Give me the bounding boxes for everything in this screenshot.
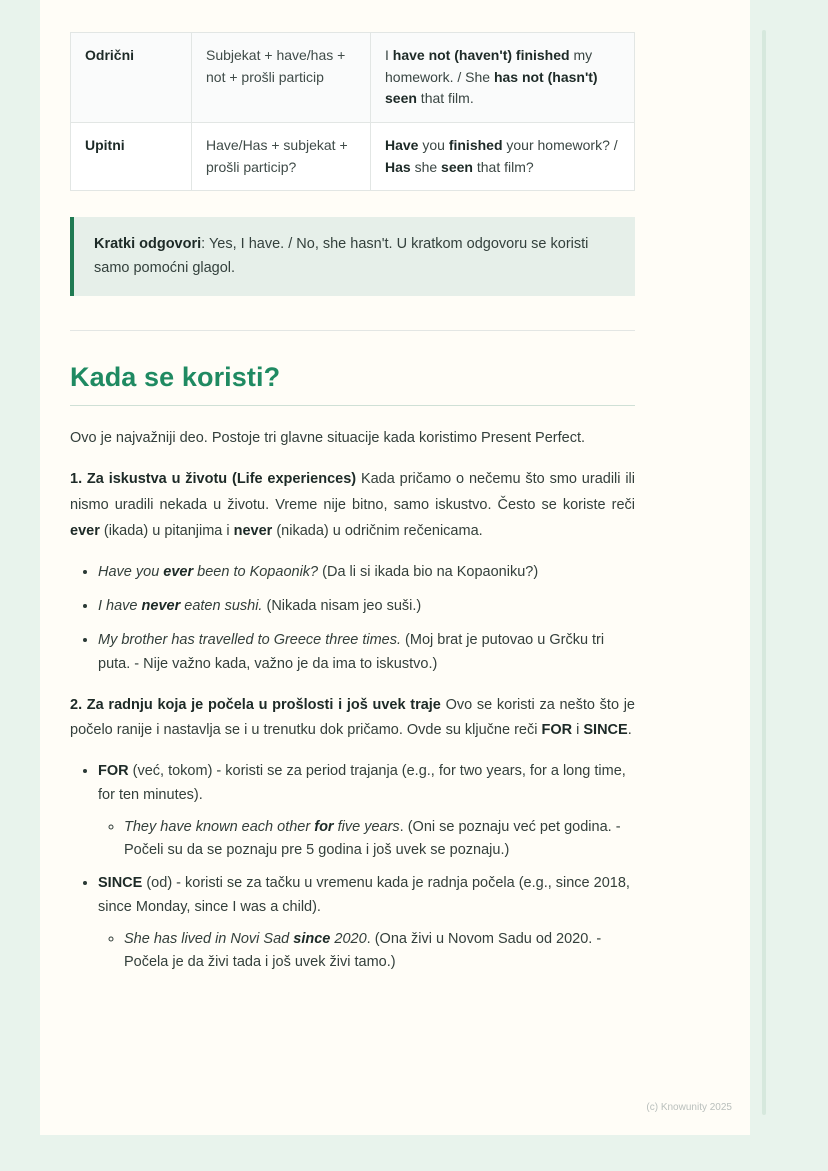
list-item-main: FOR (već, tokom) - koristi se za period trajanja (e.g., for two years, for a long time, for ten minutes).	[98, 763, 626, 804]
callout-text: Kratki odgovori: Yes, I have. / No, she hasn't. U kratkom odgovoru se koristi samo pomoćni glagol.	[94, 236, 589, 276]
page-title: Kada se koristi?	[70, 361, 281, 392]
point-2-paragraph: 2. Za radnju koja je počela u prošlosti i još uvek traje Ovo se koristi za nešto što je počelo ranije i nastavlja se i u trenutku dok pričamo. Ovde su ključne reči FOR i SINCE.	[70, 696, 635, 739]
copyright-notice: (c) Knowunity 2025	[646, 1102, 732, 1113]
table-cell-type: Odrični	[71, 33, 192, 123]
sub-list-item: ◦ She has lived in Novi Sad since 2020. (Ona živi u Novom Sadu od 2020. - Počela je da živi tada i još uvek živi tamo.)	[124, 928, 635, 974]
table-row	[71, 33, 635, 123]
table-cell-example: Have you finished your homework? / Has she seen that film?	[371, 123, 635, 191]
list-item: • My brother has travelled to Greece three times. (Moj brat je putovao u Grčku tri puta. - Nije važno kada, važno je da ima to iskustvo.)	[98, 629, 635, 677]
table-cell-form: Have/Has + subjekat + prošli particip?	[192, 123, 371, 191]
intro-paragraph: Ovo je najvažniji deo. Postoje tri glavne situacije kada koristimo Present Perfect.	[70, 429, 585, 446]
table-row	[71, 123, 635, 191]
list-item	[98, 760, 635, 862]
short-answers-callout	[70, 217, 635, 295]
point-2-example-list	[70, 760, 635, 974]
point-1-example-list	[70, 561, 635, 677]
table-cell-example: I have not (haven't) finished my homework. / She has not (hasn't) seen that film.	[371, 33, 635, 123]
grammar-table	[70, 32, 635, 191]
scrollbar[interactable]	[762, 30, 766, 1115]
table-cell-form: Subjekat + have/has + not + prošli particip	[192, 33, 371, 123]
section-divider	[70, 330, 635, 331]
table-cell-type: Upitni	[71, 123, 192, 191]
sub-list	[98, 928, 635, 974]
document-page	[40, 0, 750, 1135]
sub-list	[98, 816, 635, 862]
sub-list-item: ◦ They have known each other for five years. (Oni se poznaju već pet godina. - Počeli su da se poznaju pre 5 godina i još uvek se poznaju.)	[124, 816, 635, 862]
document-content	[70, 0, 635, 991]
list-item-main: SINCE (od) - koristi se za tačku u vremenu kada je radnja počela (e.g., since 2018, since Monday, since I was a child).	[98, 875, 630, 916]
title-underline	[70, 405, 635, 406]
list-item: • I have never eaten sushi. (Nikada nisam jeo suši.)	[98, 595, 635, 619]
point-1-paragraph: 1. Za iskustva u životu (Life experiences) Kada pričamo o nečemu što smo uradili ili nismo uradili nekada u životu. Vreme nije bitno, samo iskustvo. Često se koriste reči ever (ikada) u pitanjima i never (nikada) u odričnim rečenicama.	[70, 471, 635, 540]
list-item: • Have you ever been to Kopaonik? (Da li si ikada bio na Kopaoniku?)	[98, 561, 635, 585]
list-item	[98, 872, 635, 974]
